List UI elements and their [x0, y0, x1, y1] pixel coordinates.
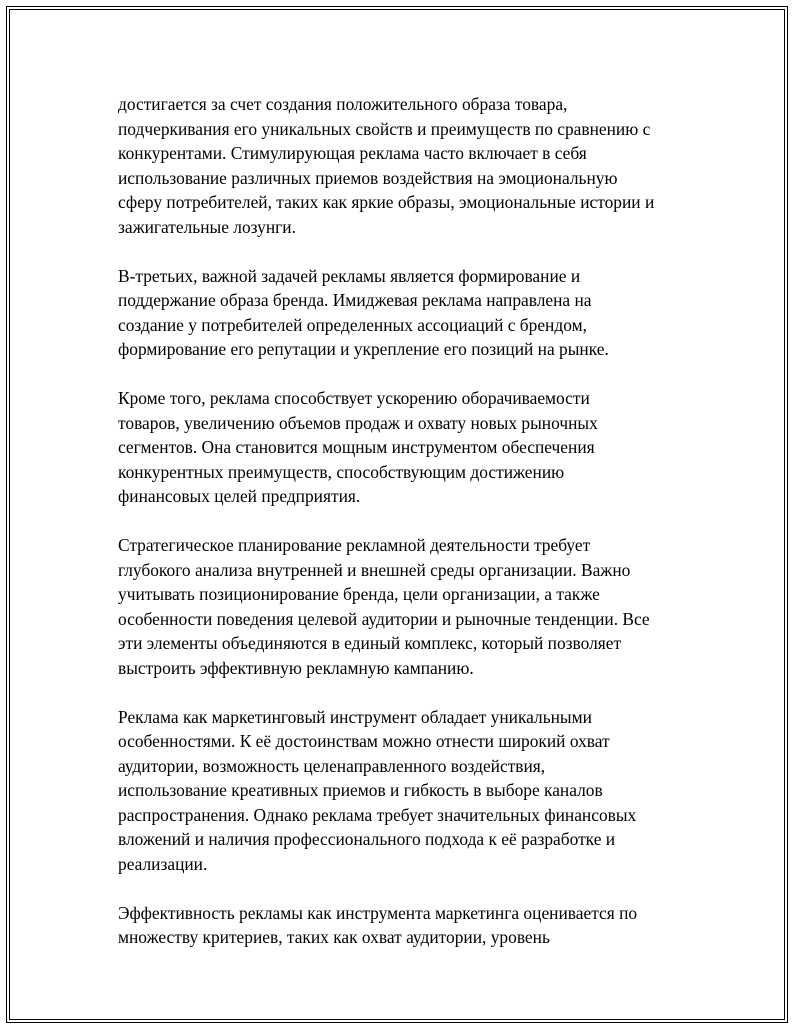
text-line: формирование его репутации и укрепление его позиций на рынке. — [118, 339, 609, 359]
text-line: учитывать позиционирование бренда, цели организации, а также — [118, 584, 600, 604]
text-line: множеству критериев, таких как охват аудитории, уровень — [118, 927, 550, 947]
text-line: использование различных приемов воздействия на эмоциональную — [118, 167, 618, 188]
paragraph-6 — [118, 901, 708, 950]
text-line: особенностями. К её достоинствам можно отнести широкий охват — [118, 731, 610, 751]
text-line: особенности поведения целевой аудитории и рыночные тенденции. Все — [118, 608, 650, 629]
text-line: глубокого анализа внутренней и внешней среды организации. Важно — [118, 559, 631, 580]
text-line: конкурентами. Стимулирующая реклама часто включает в себя — [118, 143, 587, 163]
text-line: Реклама как маркетинговый инструмент обладает уникальными — [118, 706, 592, 727]
text-line: достигается за счет создания положительного образа товара, — [118, 94, 568, 114]
text-line: сегментов. Она становится мощным инструментом обеспечения — [118, 437, 595, 457]
text-line: Стратегическое планирование рекламной деятельности требует — [118, 535, 591, 555]
paragraph-3 — [118, 386, 708, 509]
text-line: эти элементы объединяются в единый комплекс, который позволяет — [118, 633, 622, 653]
text-line: Эффективность рекламы как инструмента маркетинга оценивается по — [118, 902, 638, 923]
text-line: зажигательные лозунги. — [118, 216, 296, 237]
text-line: Кроме того, реклама способствует ускорению оборачиваемости — [118, 388, 590, 408]
text-line: финансовых целей предприятия. — [118, 486, 361, 506]
paragraph-4 — [118, 533, 708, 680]
text-line: сферу потребителей, таких как яркие образы, эмоциональные истории и — [118, 192, 655, 212]
text-line: В-третьих, важной задачей рекламы является формирование и — [118, 265, 581, 286]
text-line: распространения. Однако реклама требует значительных финансовых — [118, 804, 637, 825]
text-line: поддержание образа бренда. Имиджевая реклама направлена на — [118, 290, 592, 310]
text-line: товаров, увеличению объемов продаж и охвату новых рыночных — [118, 412, 598, 433]
paragraph-1 — [118, 92, 708, 239]
text-line: конкурентных преимуществ, способствующим достижению — [118, 461, 565, 482]
text-line: реализации. — [118, 853, 208, 874]
text-line: создание у потребителей определенных ассоциаций с брендом, — [118, 314, 587, 335]
paragraph-2 — [118, 264, 708, 362]
document-body — [118, 92, 708, 974]
text-line: аудитории, возможность целенаправленного воздействия, — [118, 755, 546, 776]
text-line: подчеркивания его уникальных свойств и преимуществ по сравнению с — [118, 118, 651, 139]
text-line: использование креативных приемов и гибкость в выборе каналов — [118, 780, 603, 800]
text-line: выстроить эффективную рекламную кампанию. — [118, 657, 474, 678]
paragraph-5 — [118, 705, 708, 877]
text-line: вложений и наличия профессионального подхода к её разработке и — [118, 829, 616, 849]
